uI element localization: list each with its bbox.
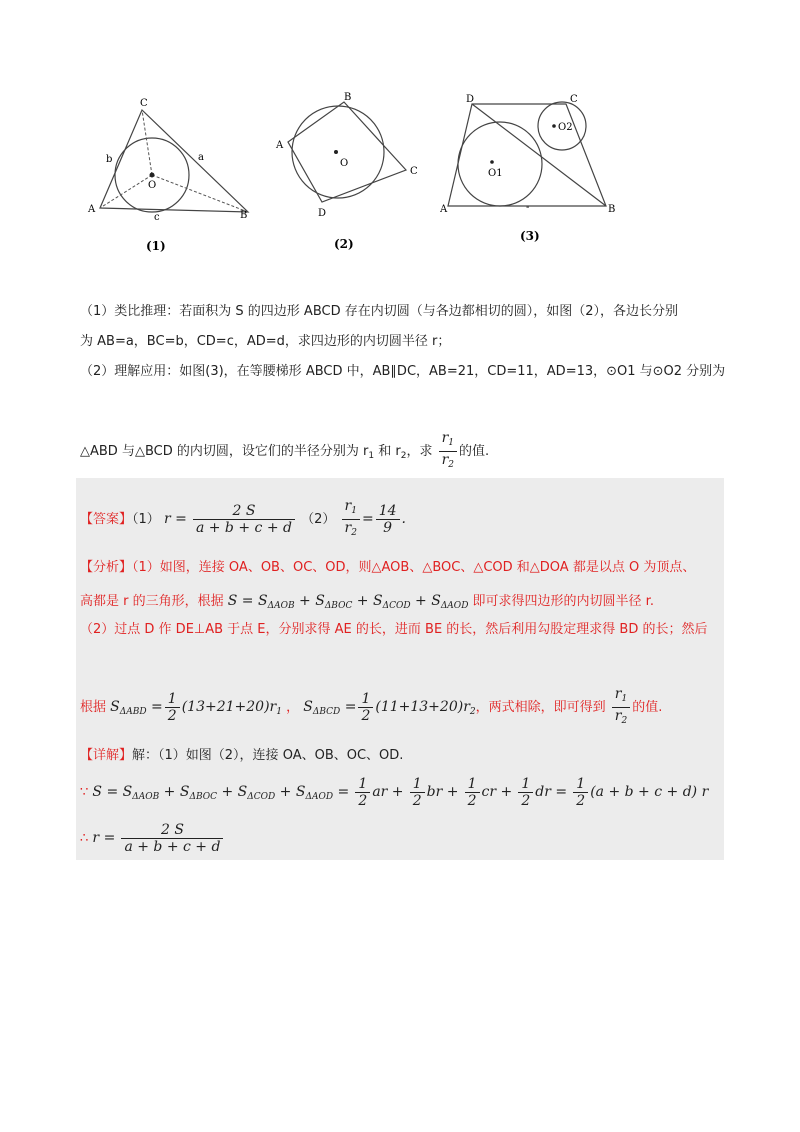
fig3-label-dash: -	[526, 202, 530, 213]
fig1-label-A: A	[88, 204, 96, 215]
analysis-line4: 根据 $S_{\Delta ABD}$ = $\frac{1}{2}$ $(13+21+20)r_1$ ， $S_{\Delta BCD}$ = $\frac{1}{2}$ $(11+13+20)r_2$，两式相除，即可得到 $\frac{r_1}{r_2}$ 的值.	[80, 686, 663, 726]
problem-part2-line2: △ABD 与△BCD 的内切圆，设它们的半径分别为 $r_1$ 和 $r_2$，求 $\frac{r_1}{r_2}$ 的值.	[80, 430, 489, 473]
analysis-line2: 高都是 r 的三角形，根据 $S = S_{\Delta AOB} + S_{\Delta BOC} + S_{\Delta COD} + S_{\Delta AOD}$ 即可求得四边形的内切圆半径 r.	[80, 593, 654, 611]
analysis-tag: 【分析】	[80, 560, 133, 575]
detail-line1: 【详解】解：（1）如图（2），连接 OA、OB、OC、OD.	[80, 748, 404, 763]
figures-area	[80, 90, 720, 260]
problem-part1-line2: 为 AB=a，BC=b，CD=c，AD=d，求四边形的内切圆半径 r；	[80, 334, 451, 349]
fig2-label-O: O	[340, 158, 349, 169]
fig3-label-B: B	[608, 204, 616, 215]
answer-r-fraction: $\frac{2 S}{a + b + c + d}$	[193, 503, 295, 536]
analysis-line1: 【分析】（1）如图，连接 OA、OB、OC、OD，则△AOB、△BOC、△COD 和△DOA 都是以点 O 为顶点、	[80, 560, 696, 575]
fig2-label-D: D	[318, 208, 327, 219]
answer-r-eq: r =	[163, 511, 187, 527]
figure-3-trapezoid	[440, 90, 620, 260]
fig3-label-O2: O2	[558, 122, 573, 133]
figure-2-quadrilateral	[270, 90, 430, 260]
fig2-label-C: C	[410, 166, 418, 177]
fig3-label-A: A	[440, 204, 448, 215]
p2-text-post: ，求	[406, 444, 433, 459]
problem-part1-line1: （1）类比推理：若面积为 S 的四边形 ABCD 存在内切圆（与各边都相切的圆），如图（2），各边长分别	[80, 304, 678, 319]
problem-part2-line1: （2）理解应用：如图(3)，在等腰梯形 ABCD 中，AB∥DC，AB=21，CD=11，AD=13，⊙O1 与⊙O2 分别为	[80, 364, 726, 379]
fig2-label-A: A	[276, 140, 284, 151]
answer-tag: 【答案】	[80, 512, 133, 527]
answer-ratio-value: $\frac{14}{9}$	[376, 503, 400, 536]
fig2-caption: (2)	[334, 237, 354, 251]
detail-line3: ∴ r = $\frac{2 S}{a + b + c + d}$	[80, 822, 225, 855]
detail-tag: 【详解】	[80, 748, 133, 763]
fig1-label-c: c	[154, 212, 160, 223]
ratio-fraction: $\frac{r_1}{r_2}$	[439, 430, 457, 473]
fig2-label-B: B	[344, 92, 352, 103]
fig1-label-b: b	[106, 154, 113, 165]
fig3-label-D: D	[466, 94, 475, 105]
analysis-area-formula: $S = S_{\Delta AOB} + S_{\Delta BOC} + S_{\Delta COD} + S_{\Delta AOD}$	[227, 593, 469, 611]
fig1-label-C: C	[140, 98, 148, 109]
figure-1-triangle	[80, 90, 270, 260]
p2-text-end: 的值.	[459, 444, 490, 459]
fig3-caption: (3)	[520, 229, 540, 243]
detail-line2: ∵ $S = S_{\Delta AOB} + S_{\Delta BOC} + S_{\Delta COD} + S_{\Delta AOD}$ = $\frac{1}{2}$ ar + $\frac{1}{2}$ br + $\frac{1}{2}$ cr + $\frac{1}{2}$ dr = $\frac{1}{2}$ (a + b + c + d) r	[80, 776, 709, 809]
expr-abd: (13+21+20)	[181, 699, 270, 715]
fig3-label-C: C	[570, 94, 578, 105]
p2-text-mid: 和 r	[374, 444, 401, 459]
fig1-label-a: a	[198, 152, 204, 163]
fig1-caption: (1)	[146, 239, 166, 253]
fig3-label-O1: O1	[488, 168, 503, 179]
answer-part1: （1）	[132, 512, 160, 527]
fig1-label-B: B	[240, 210, 248, 221]
answer-line: 【答案】（1） r = $\frac{2 S}{a + b + c + d}$ （2） $\frac{r_1}{r_2}$ = $\frac{14}{9}$ .	[80, 498, 406, 541]
p2-text-pre: △ABD 与△BCD 的内切圆，设它们的半径分别为 r	[80, 444, 369, 459]
answer-part2: （2）	[301, 512, 336, 527]
analysis-line3: （2）过点 D 作 DE⊥AB 于点 E，分别求得 AE 的长，进而 BE 的长，然后利用勾股定理求得 BD 的长；然后	[80, 622, 708, 637]
answer-ratio-fraction: $\frac{r_1}{r_2}$	[342, 498, 360, 541]
expr-bcd: (11+13+20)	[375, 699, 464, 715]
fig1-label-O: O	[148, 180, 157, 191]
